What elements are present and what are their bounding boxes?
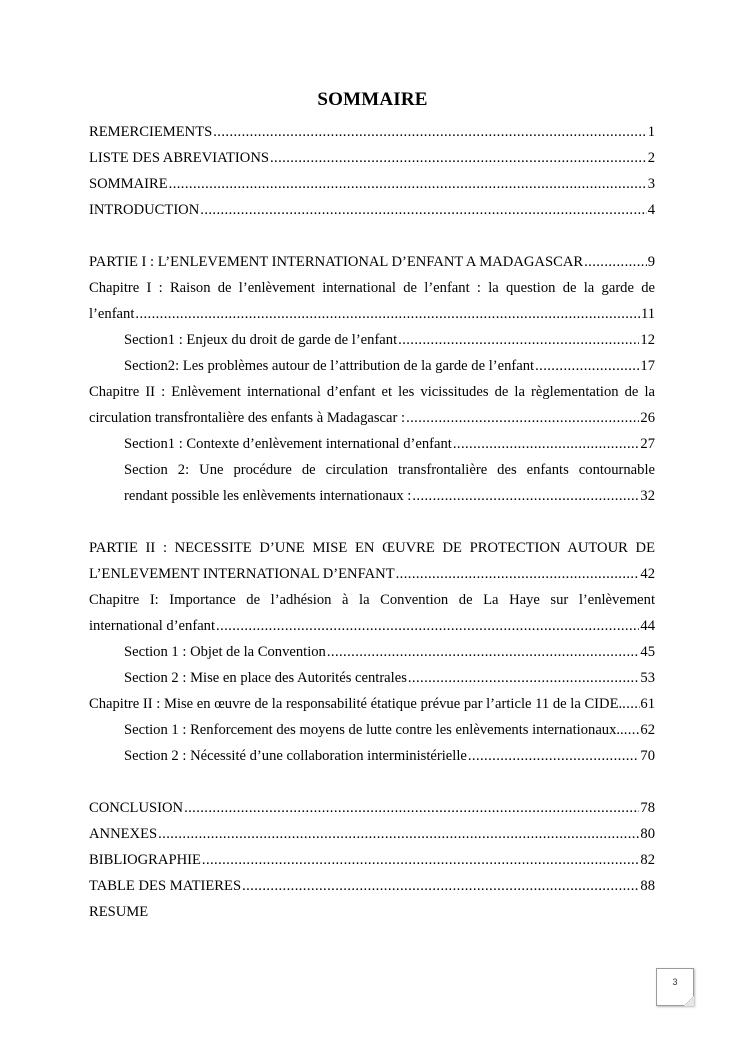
toc-page-number: 88 — [640, 878, 655, 894]
toc-label: SOMMAIRE — [89, 176, 168, 192]
toc-label: PARTIE I : L’ENLEVEMENT INTERNATIONAL D’ENFANT A MADAGASCAR — [89, 254, 584, 270]
toc-label: Section 2 : Nécessité d’une collaboration interministérielle — [124, 748, 467, 764]
toc-page-number: 45 — [640, 644, 655, 660]
toc-entry-partie-2-chapitre-1-section-2[interactable] — [89, 665, 655, 691]
toc-entry-partie-1-chapitre-1-section-2[interactable] — [89, 353, 655, 379]
toc-label: Section 1 : Objet de la Convention — [124, 644, 326, 660]
toc-entry-partie-1[interactable] — [89, 249, 655, 275]
toc-entry-abreviations[interactable] — [89, 145, 655, 171]
toc-label: LISTE DES ABREVIATIONS — [89, 150, 269, 166]
toc-page-number: 17 — [640, 358, 655, 374]
toc-page-number: 62 — [640, 722, 655, 738]
toc-page-number: 53 — [640, 670, 655, 686]
toc-label-line-1: Section 2: Une procédure de circulation transfrontalière des enfants contournable — [124, 462, 655, 478]
table-of-contents — [89, 119, 655, 925]
toc-page-number: 42 — [640, 566, 655, 582]
toc-entry-partie-1-chapitre-2[interactable] — [89, 379, 655, 431]
toc-page-number: 26 — [640, 410, 655, 426]
toc-entry-partie-1-chapitre-1[interactable] — [89, 275, 655, 327]
toc-label: Section1 : Contexte d’enlèvement international d’enfant — [124, 436, 452, 452]
toc-page-number: 44 — [640, 618, 655, 634]
toc-entry-sommaire[interactable] — [89, 171, 655, 197]
toc-page-number: 32 — [640, 488, 655, 504]
toc-page-number: 9 — [647, 254, 655, 270]
toc-page-number: 27 — [640, 436, 655, 452]
toc-page-number: 1 — [647, 124, 655, 140]
toc-label-line-2: rendant possible les enlèvements internationaux : — [124, 488, 412, 504]
toc-entry-table-des-matieres[interactable] — [89, 873, 655, 899]
toc-label-line-1: Chapitre I : Raison de l’enlèvement international de l’enfant : la question de la garde de — [89, 280, 655, 296]
toc-label: ANNEXES — [89, 826, 158, 842]
toc-label: TABLE DES MATIERES — [89, 878, 242, 894]
toc-label: Section2: Les problèmes autour de l’attribution de la garde de l’enfant — [124, 358, 535, 374]
toc-label-line-2: L’ENLEVEMENT INTERNATIONAL D’ENFANT — [89, 566, 395, 582]
toc-page-number: 61 — [640, 696, 655, 712]
toc-page-number: 2 — [647, 150, 655, 166]
toc-label: CONCLUSION — [89, 800, 184, 816]
toc-page-number: 78 — [640, 800, 655, 816]
toc-entry-partie-2-chapitre-2-section-1[interactable] — [89, 717, 655, 743]
toc-entry-remerciements[interactable] — [89, 119, 655, 145]
toc-page-number: 12 — [640, 332, 655, 348]
toc-label: Section 2 : Mise en place des Autorités centrales — [124, 670, 407, 686]
page-number-box — [656, 968, 694, 1006]
toc-entry-partie-1-chapitre-2-section-1[interactable] — [89, 431, 655, 457]
toc-entry-partie-1-chapitre-1-section-1[interactable] — [89, 327, 655, 353]
toc-label-line-2: circulation transfrontalière des enfants à Madagascar : — [89, 410, 406, 426]
toc-entry-annexes[interactable] — [89, 821, 655, 847]
toc-page-number: 70 — [640, 748, 655, 764]
toc-entry-partie-2-chapitre-2[interactable] — [89, 691, 655, 717]
toc-label: REMERCIEMENTS — [89, 124, 213, 140]
toc-label-line-2: international d’enfant — [89, 618, 216, 634]
toc-label: Section1 : Enjeux du droit de garde de l’enfant — [124, 332, 398, 348]
toc-entry-partie-2[interactable] — [89, 535, 655, 587]
toc-label: Section 1 : Renforcement des moyens de lutte contre les enlèvements internationaux.. — [124, 722, 624, 738]
page-number: 3 — [672, 977, 678, 987]
toc-entry-bibliographie[interactable] — [89, 847, 655, 873]
toc-entry-partie-2-chapitre-2-section-2[interactable] — [89, 743, 655, 769]
toc-label-line-2: l’enfant — [89, 306, 135, 322]
toc-entry-conclusion[interactable] — [89, 795, 655, 821]
toc-entry-introduction[interactable] — [89, 197, 655, 223]
toc-page-number: 80 — [640, 826, 655, 842]
toc-label-line-1: Chapitre I: Importance de l’adhésion à la Convention de La Haye sur l’enlèvement — [89, 592, 655, 608]
toc-label: INTRODUCTION — [89, 202, 200, 218]
toc-entry-partie-2-chapitre-1[interactable] — [89, 587, 655, 639]
toc-entry-partie-1-chapitre-2-section-2[interactable] — [89, 457, 655, 509]
page-title: SOMMAIRE — [317, 89, 428, 110]
toc-label-line-1: PARTIE II : NECESSITE D’UNE MISE EN ŒUVRE DE PROTECTION AUTOUR DE — [89, 540, 655, 556]
toc-page-number: 82 — [640, 852, 655, 868]
toc-label-line-1: Chapitre II : Enlèvement international d’enfant et les vicissitudes de la règlementation de la — [89, 384, 655, 400]
toc-entry-resume[interactable] — [89, 899, 655, 925]
toc-page-number: 11 — [640, 306, 655, 322]
toc-label: RESUME — [89, 904, 149, 920]
toc-page-number: 3 — [647, 176, 655, 192]
toc-label: Chapitre II : Mise en œuvre de la responsabilité étatique prévue par l’article 11 de la CIDE. — [89, 696, 623, 712]
toc-entry-partie-2-chapitre-1-section-1[interactable] — [89, 639, 655, 665]
toc-label: BIBLIOGRAPHIE — [89, 852, 201, 868]
toc-page-number: 4 — [647, 202, 655, 218]
